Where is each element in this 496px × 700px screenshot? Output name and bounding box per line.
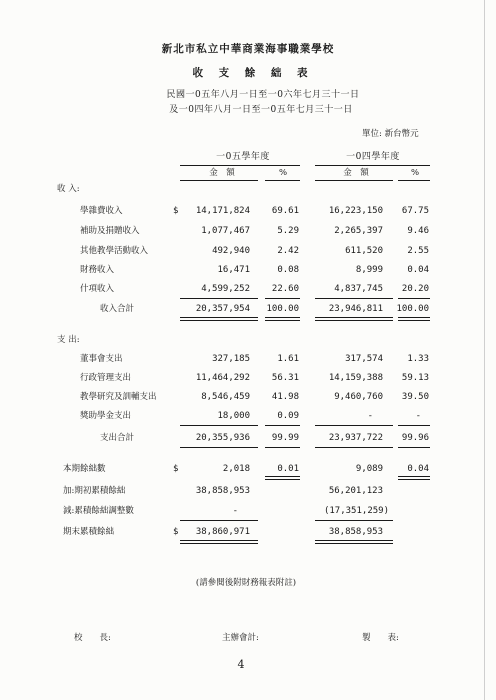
period-line-1: 民國一0五年八月一日至一0六年七月三十一日 [166, 90, 360, 100]
income-total-double-rule-104 [315, 317, 393, 321]
income-total-pct-105: 100.00 [266, 304, 299, 314]
adjustment-label: 減:累積餘絀調整數 [63, 506, 134, 516]
ending-double-rule-105 [180, 540, 258, 544]
ending-subtotal-rule-104 [315, 520, 393, 521]
expense-total-rule-105-pct [265, 447, 300, 448]
percent-104: - [415, 411, 421, 421]
percent-104: 39.50 [401, 392, 429, 402]
row-label: 行政管理支出 [80, 373, 132, 383]
statement-title: 收 支 餘 絀 表 [192, 67, 314, 79]
expense-subtotal-rule-104 [315, 425, 393, 426]
row-label: 財務收入 [80, 265, 115, 275]
percent-105: 5.29 [277, 226, 299, 236]
amount-105: 14,171,824 [195, 206, 250, 216]
column-year-105: 一0五學年度 [216, 152, 270, 162]
income-total-double-rule-105 [180, 317, 258, 321]
beginning-balance-label: 加:期初累積餘絀 [63, 486, 126, 496]
income-total-label: 收入合計 [100, 304, 135, 314]
expense-total-105: 20,355,936 [195, 433, 250, 443]
column-percent-104: % [410, 168, 420, 178]
column-percent-105: % [278, 168, 288, 178]
adjustment-104: (17,351,259) [323, 506, 389, 516]
surplus-105: 2,018 [222, 464, 250, 474]
adjustment-105: - [232, 506, 238, 516]
percent-105: 22.60 [271, 284, 299, 294]
income-subtotal-rule-105 [180, 298, 258, 299]
expense-total-label: 支出合計 [100, 433, 135, 443]
beginning-balance-104: 56,201,123 [328, 486, 383, 496]
surplus-pct-104: 0.04 [407, 464, 429, 474]
income-total-pct-104: 100.00 [396, 304, 429, 314]
amount-105: 1,077,467 [201, 226, 250, 236]
amount-104: 16,223,150 [328, 206, 383, 216]
percent-104: 0.04 [407, 265, 429, 275]
surplus-currency-sign: $ [173, 464, 179, 474]
amount-104: 2,265,397 [334, 226, 383, 236]
income-currency-sign: $ [173, 206, 179, 216]
amount-104: 14,159,388 [328, 373, 383, 383]
amount-104: 317,574 [345, 354, 383, 364]
percent-105: 69.61 [271, 206, 299, 216]
beginning-balance-105: 38,858,953 [195, 486, 250, 496]
column-amount-105: 金 額 [209, 168, 235, 178]
column-amount-104: 金 額 [343, 168, 369, 178]
amount-104: 8,999 [355, 265, 383, 275]
row-label: 補助及捐贈收入 [80, 226, 140, 236]
amount-105-header-rule [180, 180, 258, 181]
row-label: 教學研究及訓輔支出 [80, 392, 157, 402]
percent-104: 9.46 [407, 226, 429, 236]
income-total-double-rule-105-pct [265, 317, 300, 321]
surplus-pct-double-rule-105 [265, 476, 300, 480]
income-subtotal-rule-104 [315, 298, 393, 299]
signature-preparer: 製 表: [362, 633, 399, 643]
percent-105: 2.42 [277, 246, 299, 256]
school-name: 新北市私立中華商業海事職業學校 [161, 43, 335, 55]
ending-currency-sign: $ [173, 527, 179, 537]
row-label: 學雜費收入 [80, 206, 123, 216]
percent-105: 41.98 [271, 392, 299, 402]
surplus-label: 本期餘絀數 [63, 464, 106, 474]
ending-balance-105: 38,860,971 [195, 527, 250, 537]
percent-105: 56.31 [271, 373, 299, 383]
income-total-104: 23,946,811 [328, 304, 383, 314]
expense-total-rule-105 [180, 447, 258, 448]
percent-105-header-rule [265, 180, 300, 181]
amount-105: 4,599,252 [201, 284, 250, 294]
amount-105: 16,471 [217, 265, 250, 275]
expense-subtotal-rule-105 [180, 425, 258, 426]
signature-accountant: 主辦會計: [222, 633, 259, 643]
ending-balance-label: 期末累積餘絀 [63, 527, 115, 537]
row-label: 獎助學金支出 [80, 411, 132, 421]
income-total-double-rule-104-pct [398, 317, 430, 321]
percent-105: 1.61 [277, 354, 299, 364]
expense-subtotal-rule-104-pct [398, 425, 430, 426]
income-subtotal-rule-105-pct [265, 298, 300, 299]
percent-104: 1.33 [407, 354, 429, 364]
expense-total-pct-104: 99.96 [401, 433, 429, 443]
percent-104: 67.75 [401, 206, 429, 216]
surplus-pct-double-rule-104 [398, 476, 430, 480]
amount-105: 18,000 [217, 411, 250, 421]
amount-105: 492,940 [212, 246, 250, 256]
amount-105: 11,464,292 [195, 373, 250, 383]
surplus-pct-105: 0.01 [277, 464, 299, 474]
percent-104: 2.55 [407, 246, 429, 256]
surplus-104: 9,089 [355, 464, 383, 474]
row-label: 董事會支出 [80, 354, 123, 364]
amount-104-header-rule [315, 180, 393, 181]
column-year-104: 一0四學年度 [346, 152, 400, 162]
amount-105: 8,546,459 [201, 392, 250, 402]
expense-total-pct-105: 99.99 [271, 433, 299, 443]
year-104-underline [315, 165, 430, 166]
expense-subtotal-rule-105-pct [265, 425, 300, 426]
notes-reference: (請參閱後附財務報表附註) [195, 578, 297, 588]
percent-105: 0.09 [277, 411, 299, 421]
scan-edge [484, 0, 485, 700]
expense-total-104: 23,937,722 [328, 433, 383, 443]
expense-total-rule-104-pct [398, 447, 430, 448]
expense-section-label: 支 出: [57, 335, 80, 345]
row-label: 什項收入 [80, 284, 115, 294]
amount-104: 611,520 [345, 246, 383, 256]
ending-subtotal-rule-105 [180, 520, 258, 521]
amount-105: 327,185 [212, 354, 250, 364]
percent-104: 59.13 [401, 373, 429, 383]
period-line-2: 及一0四年八月一日至一0五年七月三十一日 [169, 105, 353, 115]
amount-104: 4,837,745 [334, 284, 383, 294]
unit-label: 單位: 新台幣元 [362, 129, 419, 139]
percent-104: 20.20 [401, 284, 429, 294]
income-total-105: 20,357,954 [195, 304, 250, 314]
amount-104: - [367, 411, 373, 421]
row-label: 其他教學活動收入 [80, 246, 149, 256]
year-105-underline [180, 165, 300, 166]
ending-balance-104: 38,858,953 [328, 527, 383, 537]
signature-principal: 校 長: [74, 633, 111, 643]
amount-104: 9,460,760 [334, 392, 383, 402]
ending-double-rule-104 [315, 540, 393, 544]
expense-total-rule-104 [315, 447, 393, 448]
percent-105: 0.08 [277, 265, 299, 275]
page-number: 4 [237, 658, 245, 671]
income-subtotal-rule-104-pct [398, 298, 430, 299]
percent-104-header-rule [398, 180, 430, 181]
income-section-label: 收 入: [57, 184, 80, 194]
